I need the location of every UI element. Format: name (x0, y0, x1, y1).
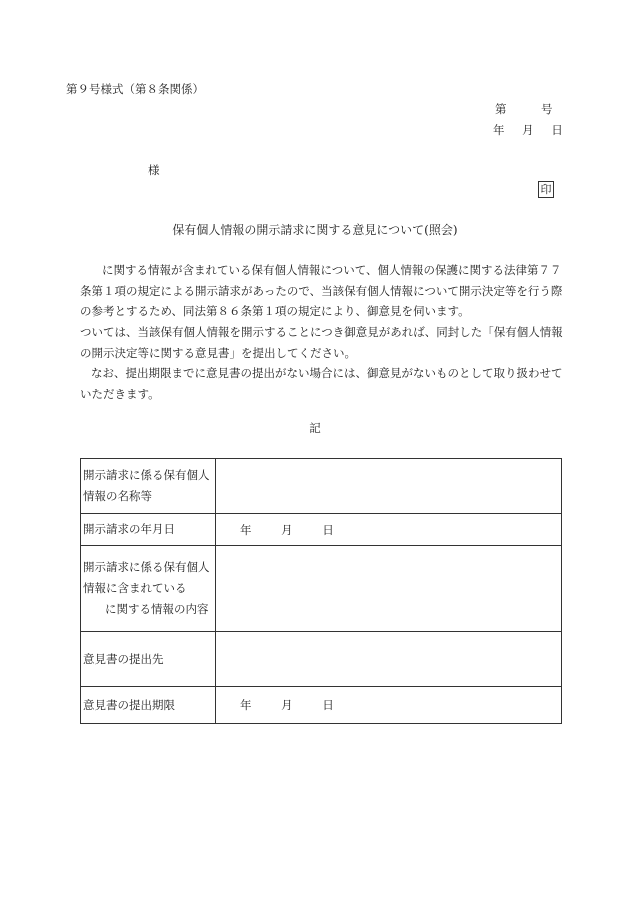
addressee: 様 (148, 163, 160, 177)
doc-number-suffix: 号 (541, 102, 553, 116)
deadline-year: 年 (240, 698, 252, 712)
deadline-month: 月 (281, 698, 293, 712)
body-paragraph-2: ついては、当該保有個人情報を開示することにつき御意見があれば、同封した「保有個人情報の開示決定等に関する意見書」を提出してください。 (80, 325, 563, 360)
table-row (81, 546, 562, 632)
request-date-year: 年 (240, 522, 252, 537)
body-paragraph-3: なお、提出期限までに意見書の提出がない場合には、御意見がないものとして取り扱わせていただきます。 (80, 366, 563, 401)
row3-label-line1: 開示請求に係る保有個人 (83, 560, 210, 574)
document-title: 保有個人情報の開示請求に関する意見について(照会) (172, 223, 458, 237)
details-table (80, 458, 562, 724)
row5-label: 意見書の提出期限 (81, 687, 216, 724)
table-row (81, 687, 562, 724)
ki-heading: 記 (309, 421, 321, 435)
value-cell (216, 546, 562, 632)
deadline-day: 日 (322, 698, 334, 712)
value-cell (216, 459, 562, 514)
label-cell (81, 546, 216, 632)
deadline-date-cell (216, 687, 562, 724)
row3-label-line3: に関する情報の内容 (105, 602, 209, 616)
date-day: 日 (551, 123, 563, 137)
row1-label-line1: 開示請求に係る保有個人 (83, 468, 210, 482)
date-year: 年 (493, 123, 505, 137)
date-month: 月 (522, 123, 534, 137)
request-date-cell (216, 514, 562, 546)
row1-label-line2: 情報の名称等 (83, 489, 152, 503)
table-row (81, 459, 562, 514)
request-date-month: 月 (281, 522, 293, 537)
table-row (81, 514, 562, 546)
seal-mark: 印 (538, 181, 554, 198)
request-date-day: 日 (322, 522, 334, 537)
issue-date (493, 122, 563, 138)
table-row (81, 632, 562, 687)
doc-number-prefix: 第 (495, 102, 507, 116)
value-cell (216, 632, 562, 687)
row4-label: 意見書の提出先 (81, 632, 216, 687)
form-label: 第９号様式（第８条関係） (66, 82, 204, 96)
row2-label: 開示請求の年月日 (81, 514, 216, 546)
row3-label-line2: 情報に含まれている (83, 581, 187, 595)
label-cell (81, 459, 216, 514)
body-paragraph-1: に関する情報が含まれている保有個人情報について、個人情報の保護に関する法律第７７条第１項の規定による開示請求があったので、当該保有個人情報について開示決定等を行う際の参考とするため、同法第８６条第１項の規定により、御意見を伺います。 (80, 263, 563, 318)
